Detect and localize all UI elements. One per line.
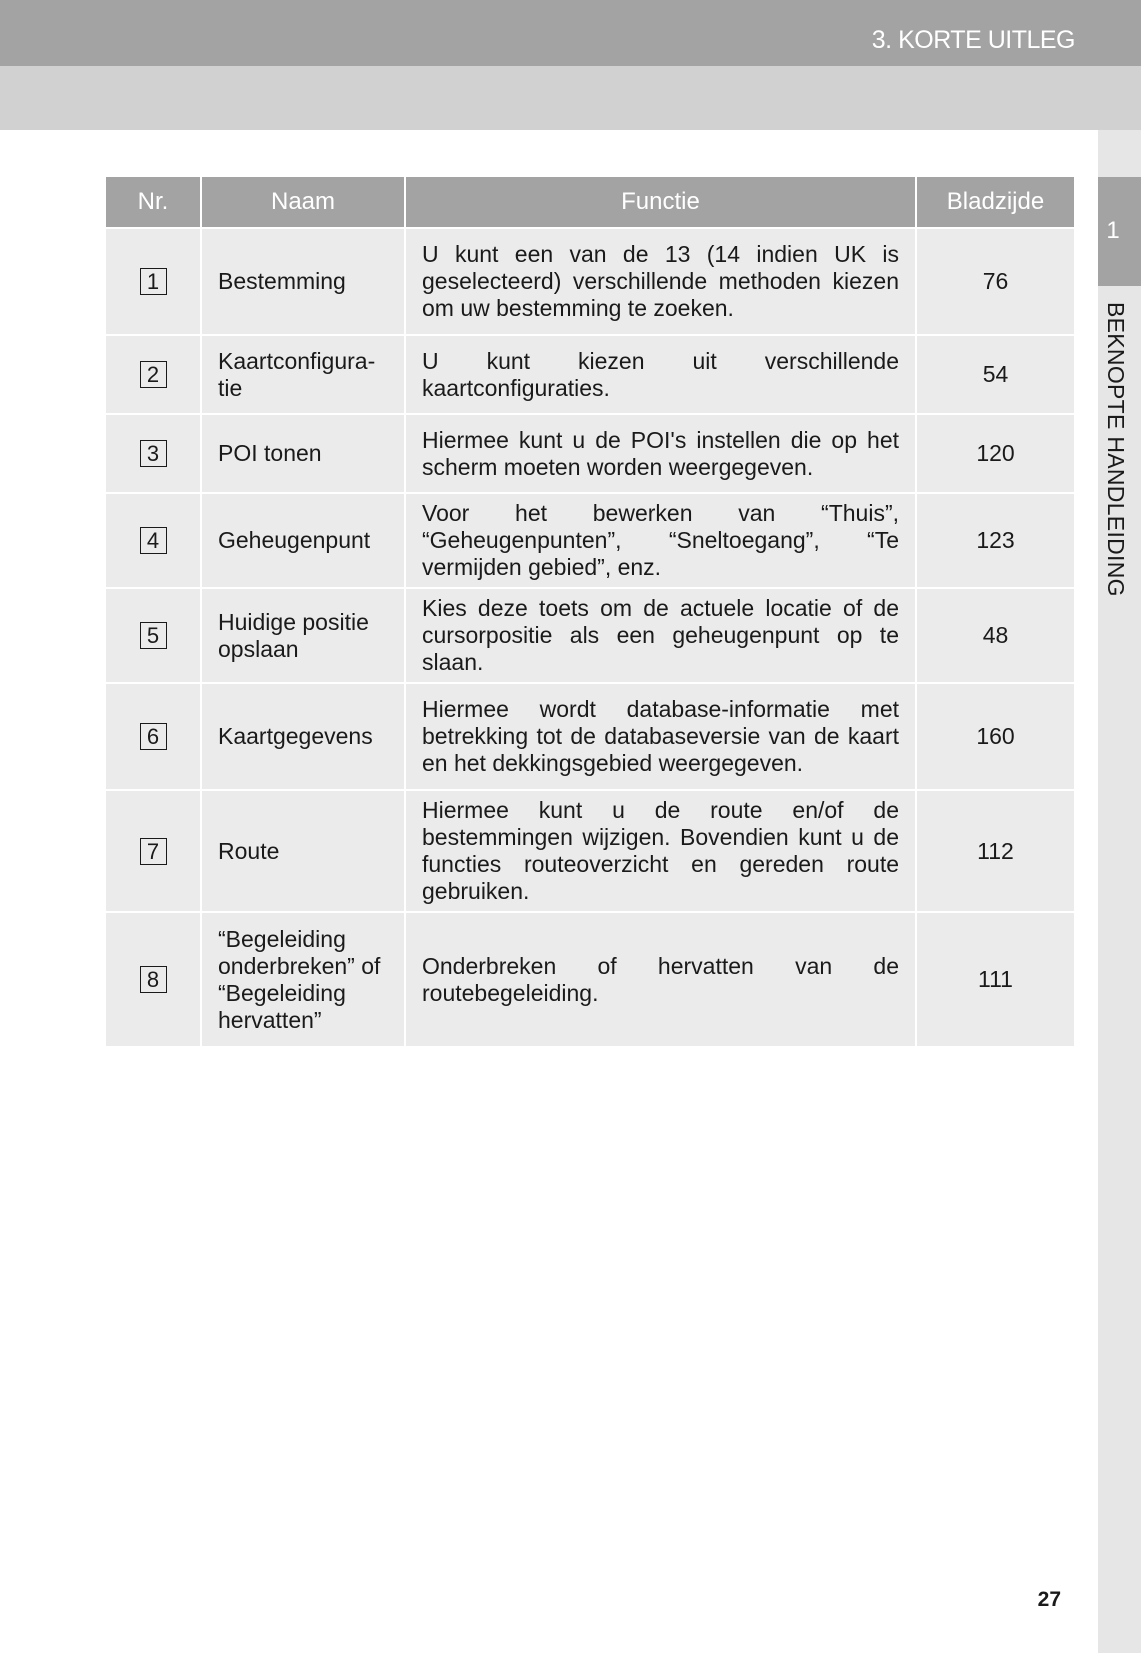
row-number-cell bbox=[106, 228, 201, 335]
function-cell: Hiermee kunt u de POI's instellen die op het scherm moeten worden weergegeven. bbox=[405, 414, 916, 493]
page-cell: 120 bbox=[916, 414, 1074, 493]
column-header-bladzijde: Bladzijde bbox=[916, 177, 1074, 228]
table-header-row bbox=[106, 177, 1074, 228]
name-cell: Bestemming bbox=[201, 228, 405, 335]
function-table bbox=[106, 177, 1074, 1046]
table-row bbox=[106, 790, 1074, 912]
table-row bbox=[106, 493, 1074, 588]
page-cell: 76 bbox=[916, 228, 1074, 335]
row-number-badge: 2 bbox=[140, 361, 167, 388]
row-number-badge: 8 bbox=[140, 966, 167, 993]
row-number-cell bbox=[106, 414, 201, 493]
function-cell: Kies deze toets om de actuele locatie of de cursorpositie als een geheugenpunt op te slaan. bbox=[405, 588, 916, 683]
name-cell: Kaartgegevens bbox=[201, 683, 405, 790]
function-cell: U kunt een van de 13 (14 indien UK is geselecteerd) verschillende methoden kiezen om uw bestemming te zoeken. bbox=[405, 228, 916, 335]
name-cell: Huidige positie opslaan bbox=[201, 588, 405, 683]
row-number-badge: 3 bbox=[140, 440, 167, 467]
function-cell: U kunt kiezen uit verschillende kaartconfiguraties. bbox=[405, 335, 916, 414]
row-number-cell bbox=[106, 912, 201, 1046]
page-number: 27 bbox=[1037, 1588, 1061, 1611]
name-cell: Kaartconfiguratie bbox=[201, 335, 405, 414]
name-cell: Route bbox=[201, 790, 405, 912]
row-number-badge: 4 bbox=[140, 527, 167, 554]
top-header-bar bbox=[0, 0, 1141, 66]
page-cell: 48 bbox=[916, 588, 1074, 683]
table-row bbox=[106, 683, 1074, 790]
row-number-badge: 1 bbox=[140, 268, 167, 295]
section-title: 3. KORTE UITLEG bbox=[871, 26, 1075, 54]
column-header-nr: Nr. bbox=[106, 177, 201, 228]
row-number-cell bbox=[106, 493, 201, 588]
name-cell: “Begeleiding onderbreken” of “Begeleiding hervatten” bbox=[201, 912, 405, 1046]
row-number-badge: 5 bbox=[140, 622, 167, 649]
row-number-cell bbox=[106, 588, 201, 683]
row-number-cell bbox=[106, 335, 201, 414]
chapter-tab-number: 1 bbox=[1106, 217, 1120, 244]
function-cell: Hiermee wordt database-informatie met betrekking tot de databaseversie van de kaart en het dekkingsgebied weergegeven. bbox=[405, 683, 916, 790]
table-row bbox=[106, 228, 1074, 335]
page-cell: 160 bbox=[916, 683, 1074, 790]
table-row bbox=[106, 414, 1074, 493]
page-cell: 112 bbox=[916, 790, 1074, 912]
chapter-label: BEKNOPTE HANDLEIDING bbox=[1103, 302, 1129, 597]
page-cell: 111 bbox=[916, 912, 1074, 1046]
row-number-badge: 7 bbox=[140, 838, 167, 865]
row-number-cell bbox=[106, 683, 201, 790]
name-cell: POI tonen bbox=[201, 414, 405, 493]
function-cell: Voor het bewerken van “Thuis”, “Geheugenpunten”, “Sneltoegang”, “Te vermijden gebied”, enz. bbox=[405, 493, 916, 588]
table-row bbox=[106, 335, 1074, 414]
page-cell: 54 bbox=[916, 335, 1074, 414]
column-header-naam: Naam bbox=[201, 177, 405, 228]
row-number-badge: 6 bbox=[140, 723, 167, 750]
column-header-functie: Functie bbox=[405, 177, 916, 228]
row-number-cell bbox=[106, 790, 201, 912]
header-sub-bar bbox=[0, 66, 1141, 130]
table-row bbox=[106, 912, 1074, 1046]
name-cell: Geheugenpunt bbox=[201, 493, 405, 588]
function-cell: Hiermee kunt u de route en/of de bestemmingen wijzigen. Bovendien kunt u de functies routeoverzicht en gereden route gebruiken. bbox=[405, 790, 916, 912]
table-row bbox=[106, 588, 1074, 683]
page-cell: 123 bbox=[916, 493, 1074, 588]
function-cell: Onderbreken of hervatten van de routebegeleiding. bbox=[405, 912, 916, 1046]
